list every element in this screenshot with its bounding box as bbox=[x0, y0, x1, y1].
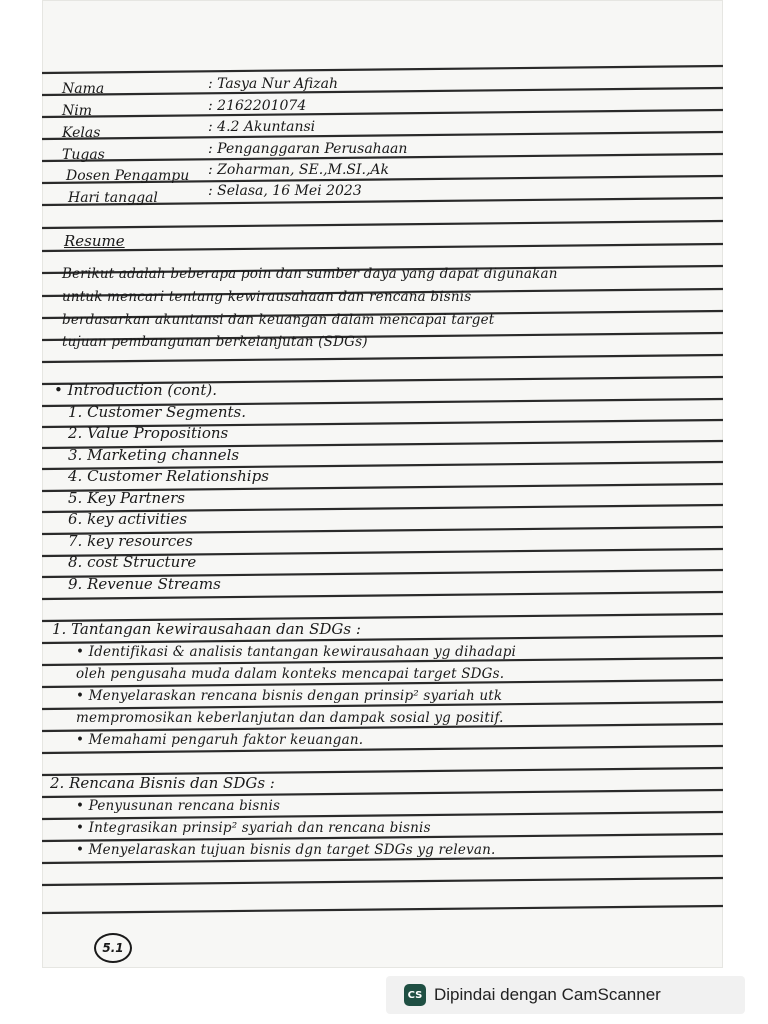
intro-item: 7. key resources bbox=[68, 532, 193, 550]
section2-line: • Menyelaraskan tujuan bisnis dgn target SDGs yg relevan. bbox=[76, 842, 496, 858]
kelas-label: Kelas bbox=[62, 125, 101, 141]
tanggal-label: Hari tanggal bbox=[68, 190, 158, 206]
section2-title: 2. Rencana Bisnis dan SDGs : bbox=[50, 774, 275, 792]
nama-value: : Tasya Nur Afizah bbox=[208, 76, 339, 92]
intro-line-4: tujuan pembangunan berkelanjutan (SDGs) bbox=[62, 334, 368, 350]
intro-item: 4. Customer Relationships bbox=[68, 467, 269, 485]
tugas-value: : Penganggaran Perusahaan bbox=[208, 141, 408, 157]
section1-line: • Memahami pengaruh faktor keuangan. bbox=[76, 732, 364, 748]
section1-line: oleh pengusaha muda dalam konteks mencapai target SDGs. bbox=[76, 666, 505, 682]
tanggal-value: : Selasa, 16 Mei 2023 bbox=[208, 183, 362, 199]
intro-item: 2. Value Propositions bbox=[68, 424, 229, 442]
nim-label: Nim bbox=[62, 103, 93, 119]
kelas-value: : 4.2 Akuntansi bbox=[208, 119, 316, 135]
section1-line: • Identifikasi & analisis tantangan kewirausahaan yg dihadapi bbox=[76, 644, 517, 660]
section1-line: • Menyelaraskan rencana bisnis dengan prinsip² syariah utk bbox=[76, 688, 503, 704]
intro-line-3: berdasarkan akuntansi dan keuangan dalam mencapai target bbox=[62, 312, 495, 328]
intro-item: 5. Key Partners bbox=[68, 489, 185, 507]
section1-title: 1. Tantangan kewirausahaan dan SDGs : bbox=[52, 620, 361, 638]
intro-item: 3. Marketing channels bbox=[68, 446, 240, 464]
section2-line: • Integrasikan prinsip² syariah dan rencana bisnis bbox=[76, 820, 431, 836]
intro-line-1: Berikut adalah beberapa poin dan sumber daya yang dapat digunakan bbox=[62, 266, 558, 282]
intro-item: 9. Revenue Streams bbox=[68, 575, 221, 593]
intro-item: 6. key activities bbox=[68, 510, 188, 528]
intro-line-2: untuk mencari tentang kewirausahaan dan rencana bisnis bbox=[62, 289, 472, 305]
section1-line: mempromosikan keberlanjutan dan dampak sosial yg positif. bbox=[76, 710, 504, 726]
intro-item: 1. Customer Segments. bbox=[68, 403, 247, 421]
camscanner-badge bbox=[386, 976, 745, 1014]
introduction-title: • Introduction (cont). bbox=[54, 381, 217, 399]
nim-value: : 2162201074 bbox=[208, 98, 307, 114]
tugas-label: Tugas bbox=[62, 147, 105, 163]
camscanner-logo-icon: CS bbox=[404, 984, 426, 1006]
dosen-label: Dosen Pengampu bbox=[66, 168, 190, 184]
nama-label: Nama bbox=[62, 81, 105, 97]
section2-line: • Penyusunan rencana bisnis bbox=[76, 798, 281, 814]
camscanner-text: Dipindai dengan CamScanner bbox=[434, 985, 661, 1004]
page-number-mark: 5.1 bbox=[94, 933, 132, 963]
dosen-value: : Zoharman, SE.,M.SI.,Ak bbox=[208, 162, 390, 178]
intro-item: 8. cost Structure bbox=[68, 553, 197, 571]
resume-heading: Resume bbox=[64, 232, 125, 250]
